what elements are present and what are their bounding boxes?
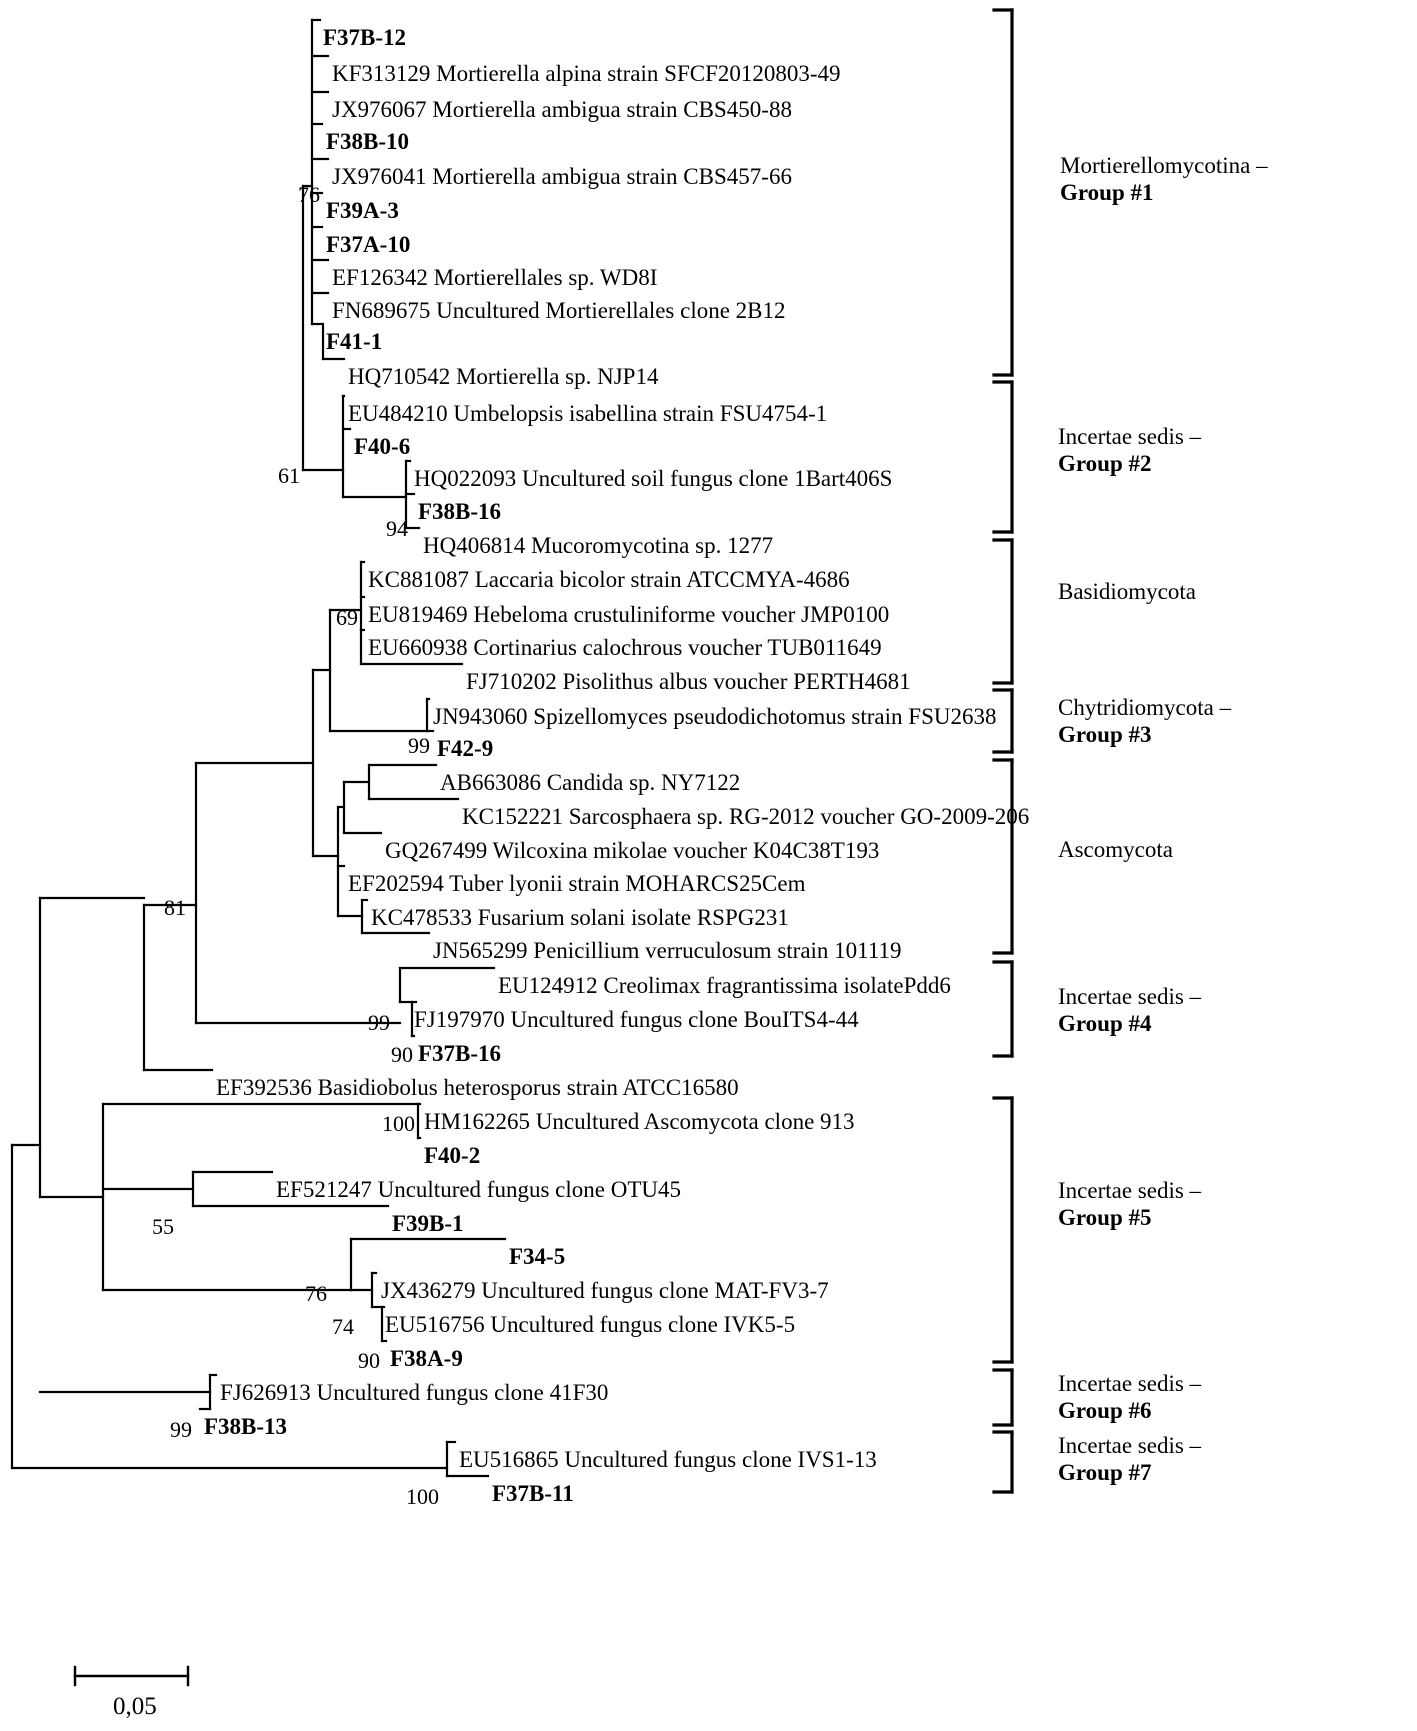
taxon-label: FJ710202 Pisolithus albus voucher PERTH4681 (466, 669, 911, 694)
group-taxon-name: Mortierellomycotina – (1060, 153, 1268, 178)
taxon-label: FJ197970 Uncultured fungus clone BouITS4-44 (414, 1007, 859, 1032)
taxon-label: EU516756 Uncultured fungus clone IVK5-5 (385, 1312, 796, 1337)
bootstrap-support-value: 69 (336, 605, 358, 630)
taxon-label: JX436279 Uncultured fungus clone MAT-FV3-7 (381, 1278, 829, 1303)
group-label (1058, 423, 1201, 477)
group-label (1058, 983, 1201, 1037)
taxon-label: JN565299 Penicillium verruculosum strain 101119 (433, 938, 902, 963)
taxon-label: F37B-12 (323, 25, 407, 50)
taxon-label: F39A-3 (326, 198, 399, 223)
bootstrap-support-value: 76 (305, 1281, 327, 1306)
group-taxon-name: Incertae sedis – (1058, 1433, 1202, 1458)
group-number: Group #6 (1058, 1398, 1152, 1423)
taxon-label: F37A-10 (326, 232, 411, 257)
group-label (1058, 1370, 1201, 1424)
bootstrap-support-value: 61 (278, 463, 300, 488)
taxon-label: F37B-16 (418, 1041, 502, 1066)
group-number: Group #7 (1058, 1460, 1152, 1485)
group-label (1058, 694, 1231, 748)
scale-bar-caption: 0,05 (113, 1693, 157, 1720)
group-label (1058, 836, 1173, 863)
taxon-label: F37B-11 (492, 1481, 574, 1506)
taxon-label: EU484210 Umbelopsis isabellina strain FSU4754-1 (348, 401, 828, 426)
bootstrap-support-value: 94 (386, 516, 408, 541)
taxon-label: EU819469 Hebeloma crustuliniforme voucher JMP0100 (368, 602, 890, 627)
taxon-label: KC478533 Fusarium solani isolate RSPG231 (371, 905, 789, 930)
taxon-label: HQ710542 Mortierella sp. NJP14 (348, 364, 659, 389)
taxon-label: JX976041 Mortierella ambigua strain CBS457-66 (332, 164, 792, 189)
bootstrap-support-value: 100 (406, 1484, 439, 1509)
taxon-label: EF126342 Mortierellales sp. WD8I (332, 265, 658, 290)
bootstrap-support-value: 81 (164, 895, 186, 920)
taxon-label: EU516865 Uncultured fungus clone IVS1-13 (459, 1447, 877, 1472)
taxon-label: KF313129 Mortierella alpina strain SFCF20120803-49 (332, 61, 841, 86)
group-taxon-name: Basidiomycota (1058, 579, 1196, 604)
taxon-label: F34-5 (509, 1244, 566, 1269)
taxon-label: F40-6 (354, 434, 411, 459)
bootstrap-support-value: 100 (382, 1111, 415, 1136)
taxon-label: JX976067 Mortierella ambigua strain CBS450-88 (332, 97, 792, 122)
group-label (1058, 1432, 1201, 1486)
group-brackets (994, 10, 1012, 1492)
bootstrap-support-value: 76 (298, 182, 320, 207)
bootstrap-support-value: 90 (358, 1348, 380, 1373)
taxon-label: EF392536 Basidiobolus heterosporus strain ATCC16580 (216, 1075, 739, 1100)
group-number: Group #5 (1058, 1205, 1152, 1230)
group-number: Group #2 (1058, 451, 1152, 476)
group-number: Group #1 (1060, 180, 1154, 205)
taxon-label: F38B-10 (326, 129, 410, 154)
taxon-label: F39B-1 (392, 1211, 464, 1236)
taxon-label: FN689675 Uncultured Mortierellales clone 2B12 (332, 298, 786, 323)
group-taxon-name: Incertae sedis – (1058, 1371, 1202, 1396)
taxon-label: F42-9 (437, 736, 494, 761)
taxon-label: FJ626913 Uncultured fungus clone 41F30 (220, 1380, 609, 1405)
taxon-label: EF521247 Uncultured fungus clone OTU45 (276, 1177, 681, 1202)
taxon-label: F38B-16 (418, 499, 502, 524)
group-taxon-name: Incertae sedis – (1058, 424, 1202, 449)
branch-lines (12, 20, 505, 1476)
bootstrap-support-value: 90 (391, 1042, 413, 1067)
taxon-label: F38A-9 (390, 1346, 463, 1371)
group-taxon-name: Chytridiomycota – (1058, 695, 1232, 720)
taxon-label: HQ406814 Mucoromycotina sp. 1277 (423, 533, 774, 558)
taxon-label: F40-2 (424, 1143, 481, 1168)
taxon-label: KC881087 Laccaria bicolor strain ATCCMYA-4686 (368, 567, 850, 592)
taxon-label: HQ022093 Uncultured soil fungus clone 1Bart406S (414, 466, 893, 491)
bootstrap-support-value: 74 (332, 1314, 354, 1339)
bootstrap-support-value: 99 (170, 1417, 192, 1442)
taxon-label: F41-1 (326, 329, 383, 354)
taxon-label: GQ267499 Wilcoxina mikolae voucher K04C38T193 (385, 838, 880, 863)
group-taxon-name: Incertae sedis – (1058, 984, 1202, 1009)
taxon-label: HM162265 Uncultured Ascomycota clone 913 (424, 1109, 855, 1134)
scale-bar (75, 1667, 188, 1685)
taxon-label: EF202594 Tuber lyonii strain MOHARCS25Cem (348, 871, 806, 896)
taxon-label: KC152221 Sarcosphaera sp. RG-2012 voucher GO-2009-206 (462, 804, 1030, 829)
group-label (1058, 578, 1196, 605)
bootstrap-support-value: 99 (368, 1010, 390, 1035)
bootstrap-support-value: 55 (152, 1214, 174, 1239)
taxon-label: AB663086 Candida sp. NY7122 (440, 770, 741, 795)
group-taxon-name: Incertae sedis – (1058, 1178, 1202, 1203)
taxon-label: F38B-13 (204, 1414, 288, 1439)
group-label (1060, 152, 1268, 206)
taxon-label: EU124912 Creolimax fragrantissima isolatePdd6 (498, 973, 951, 998)
group-number: Group #3 (1058, 722, 1152, 747)
group-label (1058, 1177, 1201, 1231)
taxon-label: EU660938 Cortinarius calochrous voucher TUB011649 (368, 635, 882, 660)
group-number: Group #4 (1058, 1011, 1152, 1036)
group-taxon-name: Ascomycota (1058, 837, 1173, 862)
bootstrap-support-value: 99 (408, 733, 430, 758)
taxon-label: JN943060 Spizellomyces pseudodichotomus strain FSU2638 (433, 704, 997, 729)
